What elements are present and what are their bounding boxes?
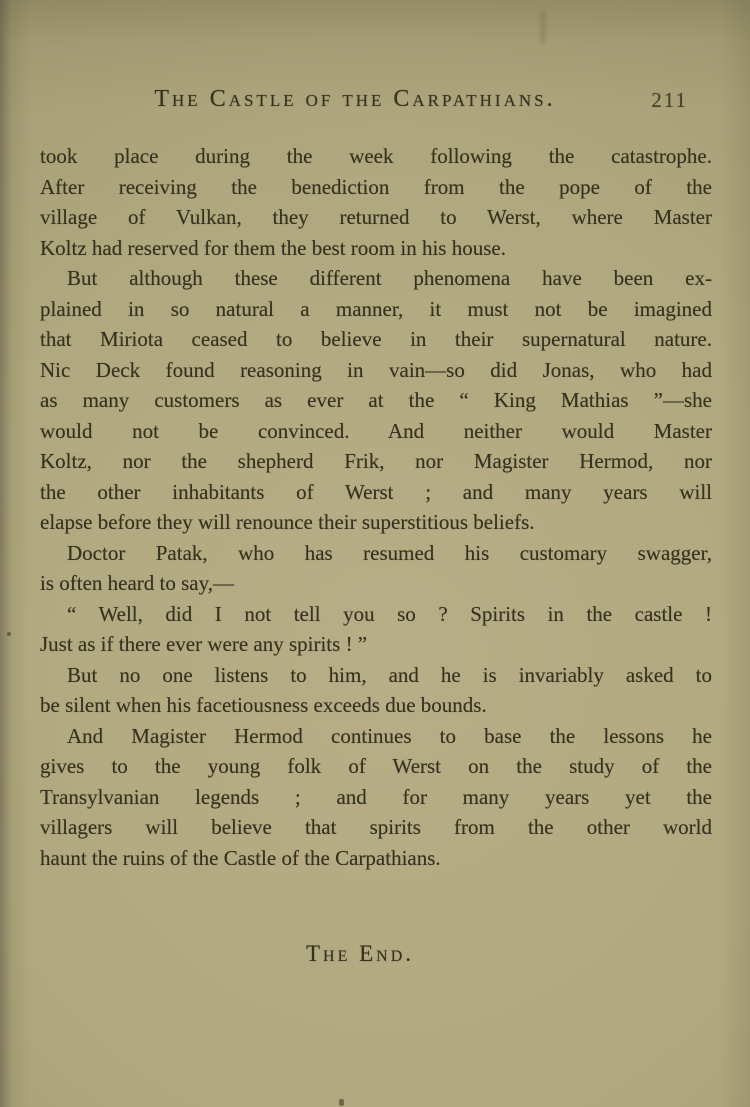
text-line: is often heard to say,— bbox=[40, 571, 235, 595]
text-line: villagers will believe that spirits from the other world bbox=[40, 815, 712, 839]
paragraph bbox=[40, 141, 712, 263]
page-body bbox=[40, 141, 712, 873]
text-line: Nic Deck found reasoning in vain—so did Jonas, who had bbox=[40, 357, 712, 382]
ink-speck bbox=[339, 1099, 344, 1106]
the-end-label: The End. bbox=[305, 941, 415, 966]
paragraph bbox=[40, 599, 712, 660]
text-line: Doctor Patak, who has resumed his customary swagger, bbox=[67, 540, 712, 565]
text-line: would not be convinced. And neither would Master bbox=[40, 418, 712, 443]
text-line: “ Well, did I not tell you so ? Spirits in the castle ! bbox=[67, 601, 712, 626]
text-line: took place during the week following the catastrophe. bbox=[40, 144, 712, 168]
text-line: be silent when his facetiousness exceeds due bounds. bbox=[40, 693, 487, 717]
text-line: And Magister Hermod continues to base the lessons he bbox=[67, 723, 712, 748]
text-line: Transylvanian legends ; and for many years yet the bbox=[40, 784, 712, 809]
text-line: gives to the young folk of Werst on the study of the bbox=[40, 754, 712, 778]
paragraph bbox=[40, 660, 712, 721]
text-line: village of Vulkan, they returned to Werst, where Master bbox=[40, 205, 712, 229]
text-line: Koltz, nor the shepherd Frik, nor Magister Hermod, nor bbox=[40, 449, 712, 473]
text-line: plained in so natural a manner, it must not be imagined bbox=[40, 296, 712, 321]
paragraph bbox=[40, 538, 712, 599]
text-line: Just as if there ever were any spirits ! ” bbox=[40, 632, 368, 656]
text-line: Koltz had reserved for them the best room in his house. bbox=[40, 235, 506, 260]
text-line: that Miriota ceased to believe in their supernatural nature. bbox=[40, 327, 712, 351]
text-line: But no one listens to him, and he is invariably asked to bbox=[67, 662, 712, 687]
running-head-title: The Castle of the Carpathians. bbox=[154, 86, 556, 112]
text-line: elapse before they will renounce their superstitious beliefs. bbox=[40, 510, 535, 534]
ink-speck bbox=[7, 632, 11, 636]
paragraph bbox=[40, 263, 712, 538]
paragraph bbox=[40, 721, 712, 874]
text-line: But although these different phenomena have been ex- bbox=[67, 266, 712, 290]
text-line: haunt the ruins of the Castle of the Carpathians. bbox=[40, 845, 441, 870]
text-line: the other inhabitants of Werst ; and many years will bbox=[40, 479, 712, 504]
page-number: 211 bbox=[651, 88, 688, 112]
text-line: After receiving the benediction from the pope of the bbox=[40, 174, 712, 199]
text-line: as many customers as ever at the “ King Mathias ”—she bbox=[40, 388, 712, 412]
scan-smudge bbox=[541, 10, 545, 44]
